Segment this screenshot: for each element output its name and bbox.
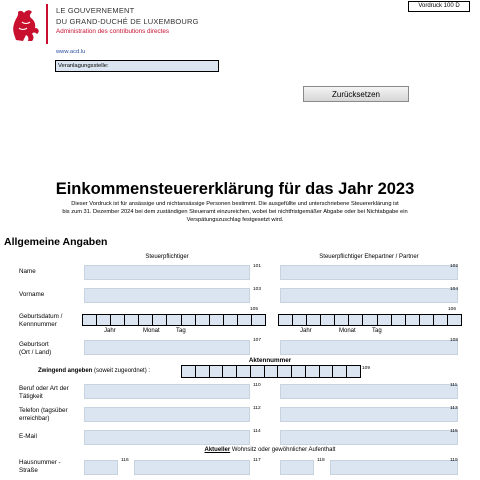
birthdate-boxes-taxpayer[interactable]: [82, 314, 266, 326]
field-number: 119: [450, 458, 458, 463]
field-number: 103: [253, 287, 262, 292]
hausnummer-input-taxpayer[interactable]: [84, 460, 118, 475]
page-title: Einkommensteuererklärung für das Jahr 2023: [55, 180, 415, 198]
field-number: 108: [450, 338, 459, 343]
hausnummer-label-line-1: Hausnummer -: [19, 459, 61, 466]
hausnummer-label: [19, 459, 79, 475]
date-label-month: Monat: [339, 328, 356, 334]
date-label-year: Jahr: [104, 328, 116, 334]
government-line-2: DU GRAND-DUCHÉ DE LUXEMBOURG: [56, 17, 199, 26]
form-number-badge: Vordruck 100 D: [408, 1, 470, 12]
email-label: E-Mail: [19, 433, 37, 440]
birthdate-boxes-partner[interactable]: [278, 314, 462, 326]
beruf-label: [19, 385, 79, 401]
geburtsdatum-label-line-2: Kennnummer: [19, 321, 57, 328]
field-number: 112: [253, 406, 261, 411]
aktennummer-label: [38, 368, 150, 374]
telefon-label-line-1: Telefon (tagsüber: [19, 407, 68, 414]
field-number: 110: [253, 383, 261, 388]
field-number: 117: [253, 458, 261, 463]
luxembourg-lion-logo-icon: [8, 4, 42, 44]
date-label-day: Tag: [372, 328, 382, 334]
hausnummer-input-partner[interactable]: [280, 460, 314, 475]
reset-button[interactable]: Zurücksetzen: [303, 86, 409, 102]
logo-divider: [46, 4, 48, 44]
website-link[interactable]: www.acd.lu: [56, 49, 86, 55]
aktennummer-label-rest: (soweit zugeordnet) :: [92, 368, 151, 374]
intro-line-3: Verspätungszuschlag festgesetzt wird.: [186, 217, 284, 223]
section-title: Allgemeine Angaben: [4, 236, 108, 248]
veranlagungsstelle-field[interactable]: [55, 60, 219, 72]
field-number: 105: [250, 307, 259, 312]
telefon-label: [19, 407, 79, 423]
email-input-taxpayer[interactable]: [84, 430, 250, 445]
field-number: 114: [253, 429, 261, 434]
geburtsort-input-partner[interactable]: [280, 340, 458, 355]
geburtsort-label: [19, 341, 79, 357]
date-label-day: Tag: [176, 328, 186, 334]
column-header-partner: Steuerpflichtiger Ehepartner / Partner: [319, 254, 419, 260]
intro-line-1: Dieser Vordruck ist für ansässige und nichtansässige Personen bestimmt. Die ausgefüllte und unterschriebene Steuererklärung ist: [71, 201, 399, 207]
aktennummer-label-bold: Zwingend angeben: [38, 368, 93, 374]
wohnsitz-heading-prefix: Aktueller: [204, 447, 231, 453]
intro-text: [20, 200, 450, 224]
field-number: 107: [253, 338, 262, 343]
aktennummer-boxes[interactable]: [181, 365, 361, 378]
name-input-taxpayer[interactable]: [84, 265, 250, 280]
geburtsort-label-line-2: (Ort / Land): [19, 349, 52, 356]
geburtsort-input-taxpayer[interactable]: [84, 340, 250, 355]
government-line-1: LE GOUVERNEMENT: [56, 6, 135, 15]
vorname-label: Vorname: [19, 291, 45, 298]
veranlagungsstelle-label: Veranlagungsstelle:: [58, 63, 109, 69]
telefon-input-taxpayer[interactable]: [84, 407, 250, 422]
aktennummer-title: Aktennummer: [248, 357, 292, 364]
geburtsdatum-label: [19, 313, 79, 329]
email-input-partner[interactable]: [280, 430, 458, 445]
date-label-year: Jahr: [300, 328, 312, 334]
column-header-taxpayer: Steuerpflichtiger: [145, 254, 189, 260]
field-number: 111: [450, 383, 458, 388]
strasse-input-taxpayer[interactable]: [134, 460, 250, 475]
field-number: 104: [450, 287, 459, 292]
geburtsdatum-label-line-1: Geburtsdatum /: [19, 313, 63, 320]
vorname-input-taxpayer[interactable]: [84, 288, 250, 303]
beruf-input-taxpayer[interactable]: [84, 384, 250, 399]
date-label-month: Monat: [143, 328, 160, 334]
beruf-input-partner[interactable]: [280, 384, 458, 399]
telefon-input-partner[interactable]: [280, 407, 458, 422]
field-number: 115: [450, 429, 458, 434]
administration-name: Administration des contributions directes: [56, 28, 170, 35]
intro-line-2: bis zum 31. Dezember 2024 bei dem zuständigen Steueramt einzureichen, wobei bei nichtfristgemäßer Abgabe oder bei Nichtabgabe ein: [62, 209, 408, 215]
field-number: 109: [362, 366, 371, 371]
field-number: 113: [450, 406, 458, 411]
telefon-label-line-2: erreichbar): [19, 415, 50, 422]
name-label: Name: [19, 268, 36, 275]
vorname-input-partner[interactable]: [280, 288, 458, 303]
strasse-input-partner[interactable]: [330, 460, 458, 475]
wohnsitz-heading-rest: Wohnsitz oder gewöhnlicher Aufenthalt: [230, 447, 336, 453]
hausnummer-label-line-2: Straße: [19, 467, 38, 474]
wohnsitz-heading: [0, 447, 480, 453]
beruf-label-line-1: Beruf oder Art der: [19, 385, 69, 392]
field-number: 101: [253, 264, 262, 269]
field-number: 118: [317, 458, 325, 463]
field-number: 116: [121, 458, 129, 463]
field-number: 102: [450, 264, 459, 269]
name-input-partner[interactable]: [280, 265, 458, 280]
geburtsort-label-line-1: Geburtsort: [19, 341, 49, 348]
beruf-label-line-2: Tätigkeit: [19, 393, 43, 400]
field-number: 106: [448, 307, 457, 312]
